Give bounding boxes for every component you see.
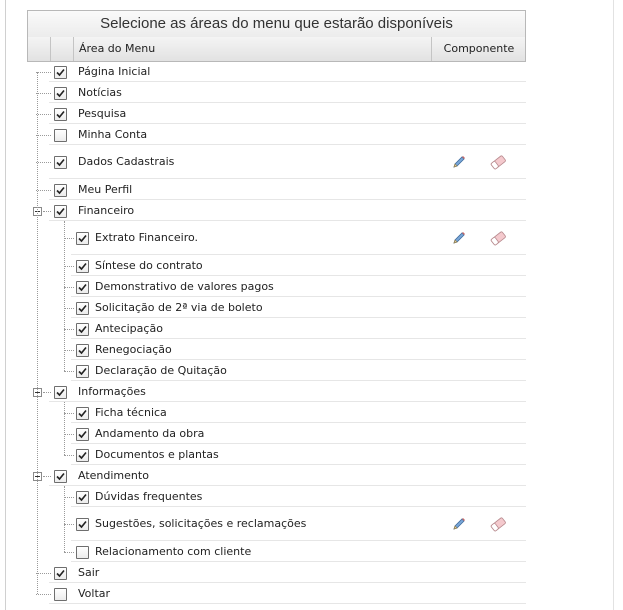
menu-area-checkbox[interactable] (54, 156, 67, 169)
page-right-border (613, 0, 614, 610)
tree-child-row (27, 318, 526, 339)
menu-area-label: Minha Conta (78, 128, 148, 141)
menu-area-label: Voltar (78, 587, 111, 600)
tree-group-line (64, 402, 66, 455)
header-area-column: Área do Menu (74, 37, 432, 61)
menu-area-label: Atendimento (78, 469, 149, 482)
menu-areas-panel (27, 10, 526, 610)
menu-area-checkbox[interactable] (76, 344, 89, 357)
tree-row (27, 562, 526, 583)
menu-area-label: Dúvidas frequentes (95, 490, 203, 503)
menu-area-checkbox[interactable] (76, 546, 89, 559)
menu-area-label: Meu Perfil (78, 183, 133, 196)
tree-child-row (27, 444, 526, 465)
tree-connector (43, 392, 51, 394)
tree-child-row (27, 541, 526, 562)
tree-group-line (64, 221, 66, 371)
tree-root-line (37, 72, 39, 594)
menu-area-label: Sugestões, solicitações e reclamações (95, 517, 307, 530)
menu-area-checkbox[interactable] (54, 66, 67, 79)
menu-area-label: Sair (78, 566, 100, 579)
tree-row (27, 82, 526, 103)
menu-area-label: Renegociação (95, 343, 172, 356)
edit-icon[interactable] (451, 154, 467, 170)
header-expand-column (28, 37, 51, 61)
grid-header (27, 37, 526, 62)
menu-area-label: Declaração de Quitação (95, 364, 227, 377)
menu-area-label: Dados Cadastrais (78, 155, 175, 168)
menu-area-checkbox[interactable] (76, 518, 89, 531)
menu-area-label: Andamento da obra (95, 427, 205, 440)
menu-area-checkbox[interactable] (76, 281, 89, 294)
tree-child-row (27, 402, 526, 423)
menu-area-label: Informações (78, 385, 146, 398)
tree-row (27, 124, 526, 145)
menu-area-checkbox[interactable] (76, 323, 89, 336)
tree-child-row (27, 486, 526, 507)
header-componente-column: Componente (443, 42, 515, 55)
menu-area-checkbox[interactable] (54, 129, 67, 142)
eraser-icon[interactable] (489, 516, 507, 532)
panel-title: Selecione as áreas do menu que estarão disponíveis (27, 10, 526, 38)
menu-area-label: Notícias (78, 86, 122, 99)
tree-row (27, 179, 526, 200)
tree-child-row (27, 360, 526, 381)
page-left-border (5, 0, 6, 610)
eraser-icon[interactable] (489, 230, 507, 246)
tree-row (27, 381, 526, 402)
tree-child-row (27, 255, 526, 276)
tree-row (27, 61, 526, 82)
tree-row (27, 103, 526, 124)
menu-area-label: Solicitação de 2ª via de boleto (95, 301, 263, 314)
menu-area-checkbox[interactable] (76, 449, 89, 462)
menu-area-label: Documentos e plantas (95, 448, 219, 461)
menu-area-checkbox[interactable] (76, 260, 89, 273)
menu-area-checkbox[interactable] (54, 470, 67, 483)
tree-connector (64, 455, 74, 457)
menu-area-checkbox[interactable] (76, 428, 89, 441)
menu-area-checkbox[interactable] (76, 365, 89, 378)
menu-area-label: Extrato Financeiro. (95, 231, 199, 244)
tree-child-row (27, 297, 526, 318)
menu-area-checkbox[interactable] (54, 184, 67, 197)
tree-child-row (27, 507, 526, 541)
row-divider (49, 603, 526, 604)
menu-area-checkbox[interactable] (54, 87, 67, 100)
menu-area-label: Demonstrativo de valores pagos (95, 280, 274, 293)
tree-group-line (64, 486, 66, 552)
menu-area-checkbox[interactable] (54, 567, 67, 580)
tree-connector (43, 476, 51, 478)
menu-area-label: Ficha técnica (95, 406, 167, 419)
menu-area-checkbox[interactable] (54, 386, 67, 399)
eraser-icon[interactable] (489, 154, 507, 170)
tree-row (27, 583, 526, 604)
edit-icon[interactable] (451, 230, 467, 246)
menu-area-checkbox[interactable] (54, 205, 67, 218)
menu-area-label: Página Inicial (78, 65, 151, 78)
tree-child-row (27, 221, 526, 255)
tree-row (27, 145, 526, 179)
menu-area-checkbox[interactable] (54, 108, 67, 121)
tree-row (27, 465, 526, 486)
tree-row (27, 200, 526, 221)
tree-child-row (27, 423, 526, 444)
menu-area-label: Financeiro (78, 204, 135, 217)
menu-area-checkbox[interactable] (76, 302, 89, 315)
tree-child-row (27, 339, 526, 360)
menu-area-label: Antecipação (95, 322, 163, 335)
menu-area-checkbox[interactable] (76, 407, 89, 420)
tree-connector (64, 552, 74, 554)
menu-area-checkbox[interactable] (54, 588, 67, 601)
tree-child-row (27, 276, 526, 297)
edit-icon[interactable] (451, 516, 467, 532)
header-check-column (51, 37, 74, 61)
menu-area-checkbox[interactable] (76, 491, 89, 504)
tree-connector (64, 371, 74, 373)
tree-connector (36, 594, 51, 596)
menu-area-checkbox[interactable] (76, 232, 89, 245)
tree-connector (43, 211, 51, 213)
menu-area-label: Relacionamento com cliente (95, 545, 252, 558)
menu-area-label: Pesquisa (78, 107, 127, 120)
menu-area-label: Síntese do contrato (95, 259, 203, 272)
